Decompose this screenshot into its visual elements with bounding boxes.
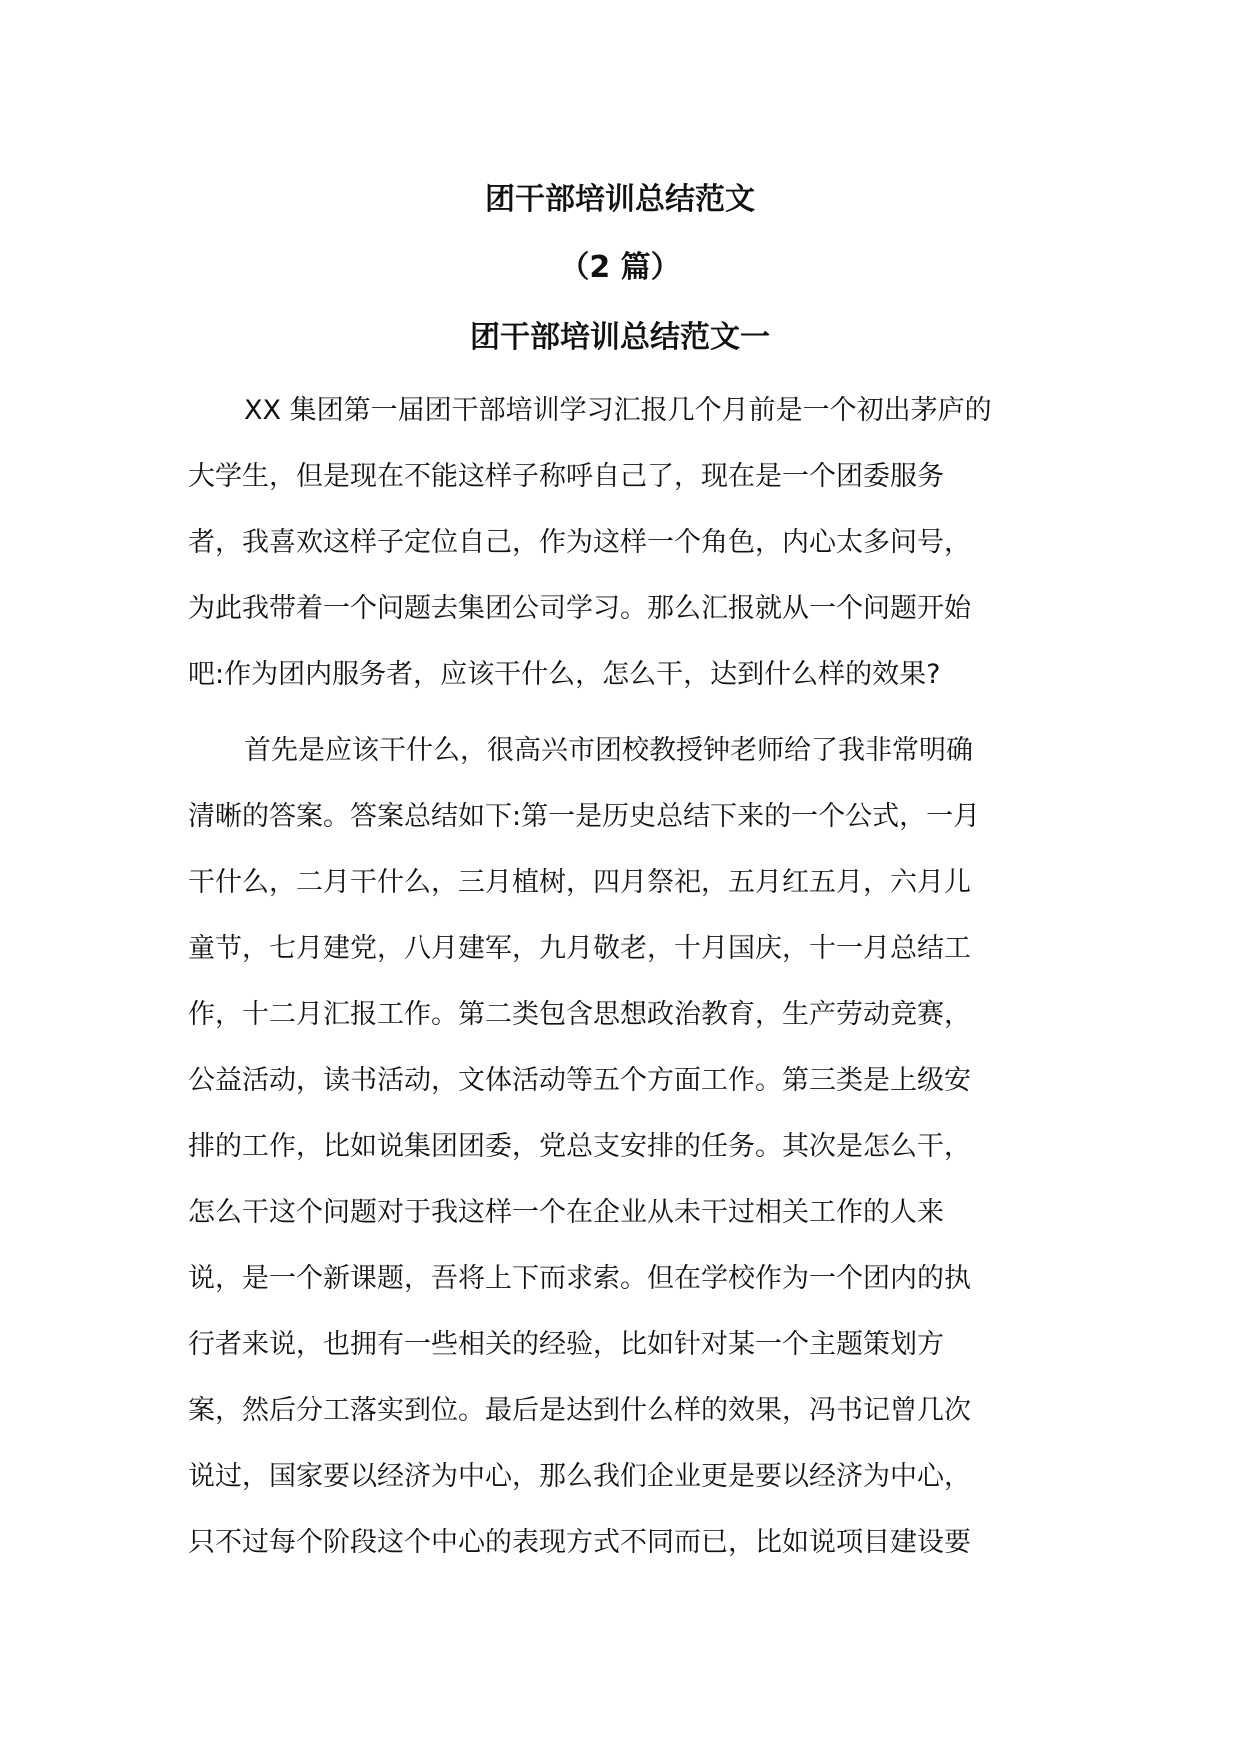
paragraph-line: 说，是一个新课题，吾将上下而求索。但在学校作为一个团内的执 bbox=[188, 1263, 971, 1294]
paragraph-line: 干什么，二月干什么，三月植树，四月祭祀，五月红五月，六月儿 bbox=[188, 867, 971, 898]
paragraph-line: 只不过每个阶段这个中心的表现方式不同而已，比如说项目建设要 bbox=[188, 1527, 971, 1558]
paragraph-line: 排的工作，比如说集团团委，党总支安排的任务。其次是怎么干， bbox=[188, 1131, 971, 1162]
paragraph-line: XX 集团第一届团干部培训学习汇报几个月前是一个初出茅庐的 bbox=[244, 395, 992, 426]
paragraph-line: 童节，七月建党，八月建军，九月敬老，十月国庆，十一月总结工 bbox=[188, 933, 971, 964]
document-title: 团干部培训总结范文 bbox=[485, 182, 755, 217]
paragraph-line: 行者来说，也拥有一些相关的经验，比如针对某一个主题策划方 bbox=[188, 1329, 944, 1360]
paragraph-line: 首先是应该干什么，很高兴市团校教授钟老师给了我非常明确 bbox=[244, 735, 973, 766]
document-count: （2 篇） bbox=[559, 250, 681, 285]
paragraph-2 bbox=[188, 718, 1068, 1576]
paragraph-line: 说过，国家要以经济为中心，那么我们企业更是要以经济为中心， bbox=[188, 1461, 971, 1492]
paragraph-line: 大学生，但是现在不能这样子称呼自己了，现在是一个团委服务 bbox=[188, 461, 944, 492]
paragraph-line: 公益活动，读书活动，文体活动等五个方面工作。第三类是上级安 bbox=[188, 1065, 971, 1096]
paragraph-line: 清晰的答案。答案总结如下:第一是历史总结下来的一个公式，一月 bbox=[188, 801, 981, 832]
document-subtitle: 团干部培训总结范文一 bbox=[470, 320, 770, 355]
paragraph-line: 吧:作为团内服务者，应该干什么，怎么干，达到什么样的效果? bbox=[188, 659, 941, 690]
paragraph-line: 为此我带着一个问题去集团公司学习。那么汇报就从一个问题开始 bbox=[188, 593, 971, 624]
paragraph-line: 案，然后分工落实到位。最后是达到什么样的效果，冯书记曾几次 bbox=[188, 1395, 971, 1426]
paragraph-line: 怎么干这个问题对于我这样一个在企业从未干过相关工作的人来 bbox=[188, 1197, 944, 1228]
paragraph-1 bbox=[188, 378, 1068, 708]
paragraph-line: 作，十二月汇报工作。第二类包含思想政治教育，生产劳动竞赛， bbox=[188, 999, 971, 1030]
paragraph-line: 者，我喜欢这样子定位自己，作为这样一个角色，内心太多问号， bbox=[188, 527, 971, 558]
